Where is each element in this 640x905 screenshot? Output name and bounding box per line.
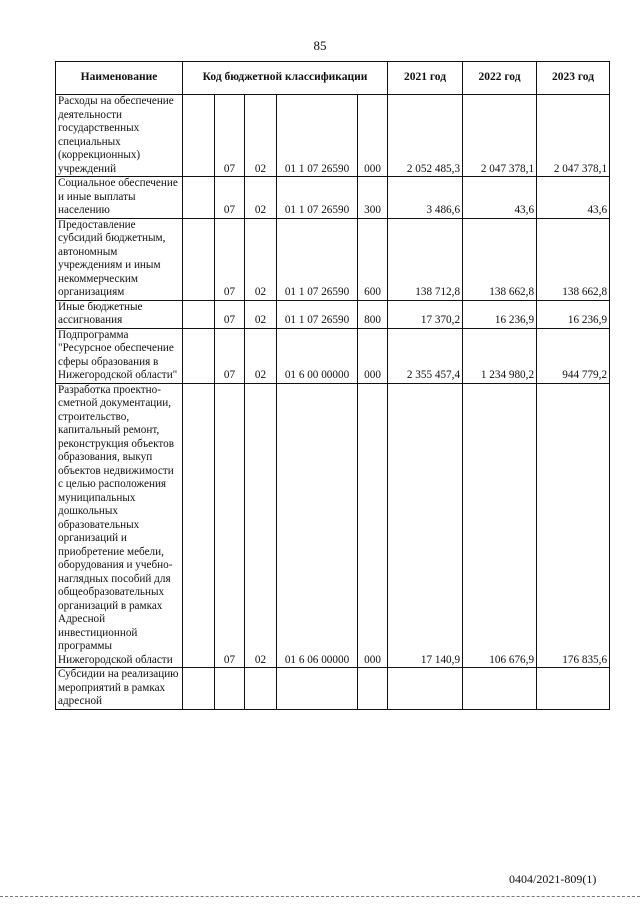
row-code-target: 01 6 00 00000 xyxy=(277,328,358,383)
row-code-section: 07 xyxy=(215,383,245,668)
row-value-2023: 2 047 378,1 xyxy=(537,95,610,177)
row-code-target: 01 1 07 26590 xyxy=(277,218,358,300)
row-code-type: 000 xyxy=(358,383,388,668)
row-value-2021: 17 370,2 xyxy=(388,300,463,328)
row-value-2021: 2 052 485,3 xyxy=(388,95,463,177)
row-value-2022: 138 662,8 xyxy=(463,218,537,300)
row-code-type xyxy=(358,668,388,710)
row-code-subsection: 02 xyxy=(245,300,277,328)
table-row xyxy=(56,300,610,328)
header-2021: 2021 год xyxy=(388,62,463,95)
row-code-section xyxy=(215,668,245,710)
row-code-blank xyxy=(183,95,215,177)
header-2023: 2023 год xyxy=(537,62,610,95)
table-row xyxy=(56,95,610,177)
row-value-2021 xyxy=(388,668,463,710)
row-value-2023: 43,6 xyxy=(537,177,610,219)
row-code-blank xyxy=(183,668,215,710)
document-code: 0404/2021-809(1) xyxy=(509,872,597,886)
table-row xyxy=(56,177,610,219)
row-code-subsection: 02 xyxy=(245,177,277,219)
row-value-2023: 944 779,2 xyxy=(537,328,610,383)
row-code-target: 01 1 07 26590 xyxy=(277,95,358,177)
table-row xyxy=(56,383,610,668)
row-code-section: 07 xyxy=(215,328,245,383)
row-code-blank xyxy=(183,218,215,300)
row-name: Предоставление субсидий бюджетным, автономным учреждениям и иным некоммерческим организациям xyxy=(56,218,183,300)
row-code-subsection: 02 xyxy=(245,95,277,177)
row-value-2022: 2 047 378,1 xyxy=(463,95,537,177)
row-code-subsection: 02 xyxy=(245,383,277,668)
row-name: Иные бюджетные ассигнования xyxy=(56,300,183,328)
row-value-2021: 2 355 457,4 xyxy=(388,328,463,383)
row-value-2021: 138 712,8 xyxy=(388,218,463,300)
row-code-type: 000 xyxy=(358,328,388,383)
table-row xyxy=(56,668,610,710)
row-value-2021: 17 140,9 xyxy=(388,383,463,668)
row-code-blank xyxy=(183,177,215,219)
row-code-type: 000 xyxy=(358,95,388,177)
row-code-target: 01 1 07 26590 xyxy=(277,300,358,328)
row-code-section: 07 xyxy=(215,218,245,300)
header-name: Наименование xyxy=(56,62,183,95)
row-name: Расходы на обеспечение деятельности государственных специальных (коррекционных) учреждений xyxy=(56,95,183,177)
row-value-2022: 1 234 980,2 xyxy=(463,328,537,383)
row-value-2022 xyxy=(463,668,537,710)
row-code-type: 800 xyxy=(358,300,388,328)
row-name: Социальное обеспечение и иные выплаты населению xyxy=(56,177,183,219)
row-code-section: 07 xyxy=(215,300,245,328)
row-name: Субсидии на реализацию мероприятий в рамках адресной xyxy=(56,668,183,710)
row-name: Разработка проектно-сметной документации, строительство, капитальный ремонт, реконструкция объектов образования, выкуп объектов недвижимости с целью расположения муниципальных дошкольных образовательных организаций и приобретение мебели, оборудования и учебно-наглядных пособий для общеобразовательных организаций в рамках Адресной инвестиционной программы Нижегородской области xyxy=(56,383,183,668)
row-value-2023 xyxy=(537,668,610,710)
row-code-blank xyxy=(183,383,215,668)
row-value-2021: 3 486,6 xyxy=(388,177,463,219)
row-code-section: 07 xyxy=(215,177,245,219)
row-value-2023: 16 236,9 xyxy=(537,300,610,328)
row-code-blank xyxy=(183,300,215,328)
row-code-blank xyxy=(183,328,215,383)
row-code-type: 300 xyxy=(358,177,388,219)
row-code-target xyxy=(277,668,358,710)
table-row xyxy=(56,328,610,383)
scan-edge-divider xyxy=(0,896,640,898)
header-2022: 2022 год xyxy=(463,62,537,95)
table-row xyxy=(56,218,610,300)
page-number: 85 xyxy=(313,38,327,53)
row-code-subsection xyxy=(245,668,277,710)
header-code: Код бюджетной классификации xyxy=(183,62,388,95)
row-name: Подпрограмма "Ресурсное обеспечение сферы образования в Нижегородской области" xyxy=(56,328,183,383)
row-code-target: 01 1 07 26590 xyxy=(277,177,358,219)
row-value-2022: 16 236,9 xyxy=(463,300,537,328)
table-header-row xyxy=(56,62,610,95)
budget-table xyxy=(55,61,610,710)
row-value-2023: 138 662,8 xyxy=(537,218,610,300)
row-code-subsection: 02 xyxy=(245,218,277,300)
row-code-target: 01 6 06 00000 xyxy=(277,383,358,668)
row-value-2022: 106 676,9 xyxy=(463,383,537,668)
row-value-2022: 43,6 xyxy=(463,177,537,219)
row-value-2023: 176 835,6 xyxy=(537,383,610,668)
row-code-section: 07 xyxy=(215,95,245,177)
row-code-type: 600 xyxy=(358,218,388,300)
row-code-subsection: 02 xyxy=(245,328,277,383)
